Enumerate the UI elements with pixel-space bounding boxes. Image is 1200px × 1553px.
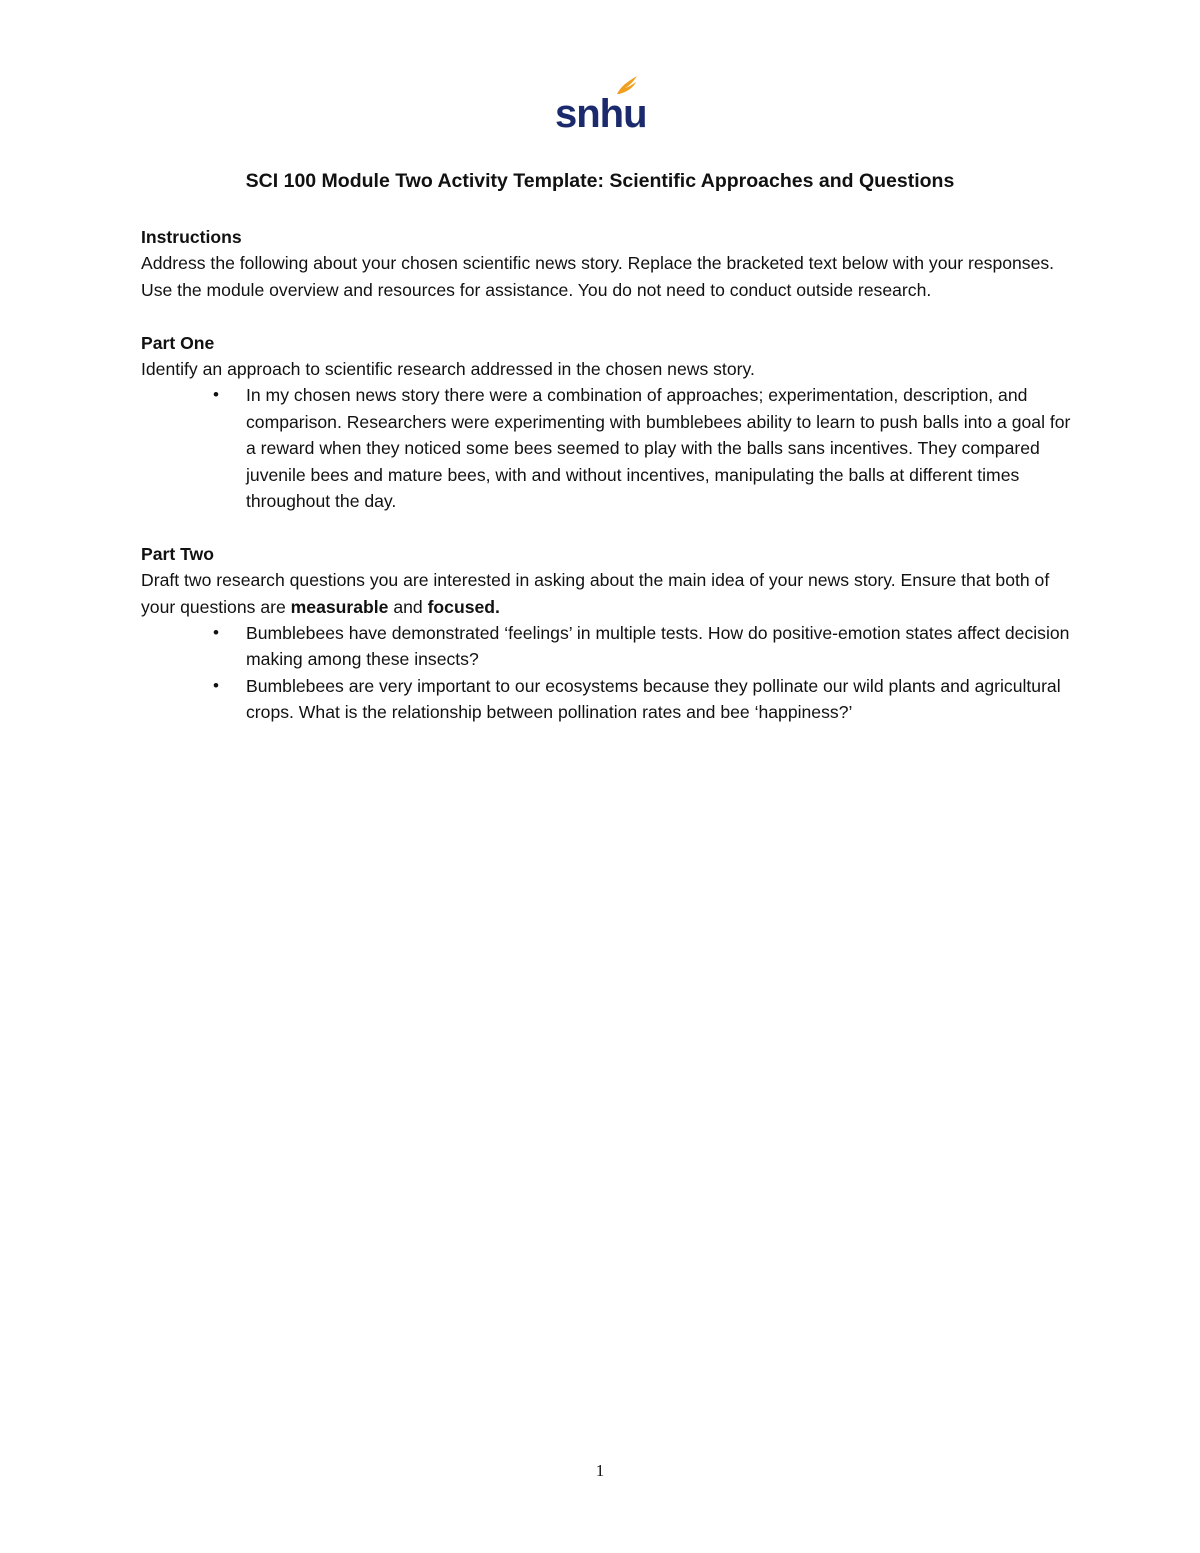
spacer	[141, 303, 1071, 329]
part-two-prompt	[141, 567, 1071, 620]
part-one-heading: Part One	[141, 332, 215, 353]
part-two-bullet-list	[141, 620, 1071, 726]
bullet-icon: •	[213, 675, 219, 695]
part-one-prompt: Identify an approach to scientific research addressed in the chosen news story.	[141, 359, 755, 380]
list-item	[141, 620, 1071, 673]
list-item	[141, 673, 1071, 726]
snhu-logo	[555, 74, 647, 136]
logo-text: snhu	[555, 92, 647, 136]
document-body	[141, 224, 1071, 726]
instructions-body: Address the following about your chosen scientific news story. Replace the bracketed text below with your responses. Use the module overview and resources for assistance. You do not need to conduct outside research.	[141, 253, 1055, 300]
bullet-text: Bumblebees are very important to our ecosystems because they pollinate our wild plants and agricultural crops. What is the relationship between pollination rates and bee ‘happiness?’	[246, 675, 1061, 723]
instructions-heading: Instructions	[141, 227, 242, 247]
list-item	[141, 382, 1071, 514]
prompt-text-and: and	[388, 596, 428, 617]
prompt-bold-measurable: measurable	[290, 596, 389, 617]
prompt-bold-focused: focused.	[427, 596, 500, 617]
bullet-icon: •	[213, 385, 219, 405]
part-one-bullet-list	[141, 382, 1071, 514]
page-number: 1	[595, 1461, 605, 1480]
document-title: SCI 100 Module Two Activity Template: Scientific Approaches and Questions	[245, 170, 955, 192]
bullet-text: Bumblebees have demonstrated ‘feelings’ in multiple tests. How do positive-emotion states affect decision making among these insects?	[246, 623, 1070, 670]
bullet-icon: •	[213, 623, 219, 643]
part-two-heading: Part Two	[141, 543, 214, 564]
prompt-text: Draft two research questions you are interested in asking about the main idea of your news story. Ensure that both of your questions are	[141, 570, 1050, 617]
bullet-text: In my chosen news story there were a combination of approaches; experimentation, description, and comparison. Researchers were experimenting with bumblebees ability to learn to push balls into a goal for a reward when they noticed some bees seemed to play with the balls sans incentives. They compared juvenile bees and mature bees, with and without incentives, manipulating the balls at different times throughout the day.	[246, 385, 1071, 512]
spacer	[141, 514, 1071, 540]
